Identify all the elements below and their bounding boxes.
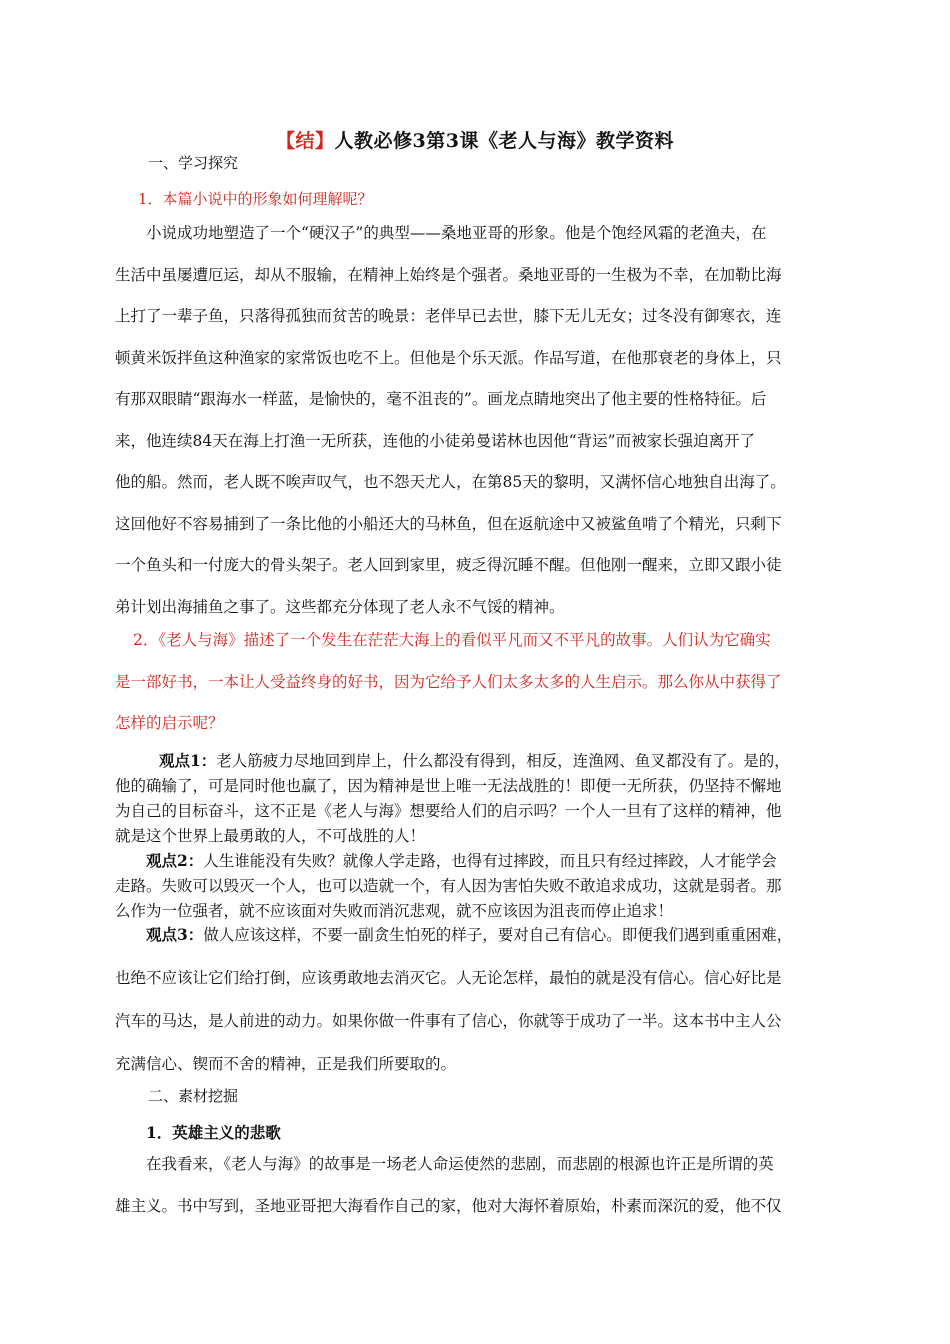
viewpoint-text: 就是这个世界上最勇敢的人，不可战胜的人！ <box>115 827 426 845</box>
viewpoint-label: 观点2： <box>146 851 204 870</box>
question-2 <box>115 620 850 745</box>
question-1: 1．本篇小说中的形象如何理解呢？ <box>138 190 373 208</box>
viewpoint-text: 汽车的马达，是人前进的动力。如果你做一件事有了信心，你就等于成功了一半。这本书中主人公 <box>115 1012 782 1030</box>
viewpoint-text: 他的确输了，可是同时他也赢了，因为精神是世上唯一无法战胜的！即便一无所获，仍坚持不懈地 <box>115 777 782 795</box>
answer-line: 有那双眼睛“跟海水一样蓝，是愉快的，毫不沮丧的”。画龙点睛地突出了他主要的性格特征。后 <box>115 390 767 408</box>
answer-line: 生活中虽屡遭厄运，却从不服输，在精神上始终是个强者。桑地亚哥的一生极为不幸，在加勒比海 <box>115 265 782 284</box>
viewpoint-text: 老人筋疲力尽地回到岸上，什么都没有得到，相反，连渔网、鱼叉都没有了。是的， <box>216 752 790 770</box>
question-2-line: 2．《老人与海》描述了一个发生在茫茫大海上的看似平凡而又不平凡的故事。人们认为它确实 <box>133 631 771 649</box>
answer-line: 上打了一辈子鱼，只落得孤独而贫苦的晚景：老伴早已去世，膝下无儿无女；过冬没有御寒衣，连 <box>115 307 782 325</box>
title-main: 人教必修3第3课《老人与海》教学资料 <box>334 130 674 152</box>
viewpoint-text: 人生谁能没有失败？就像人学走路，也得有过摔跤，而且只有经过摔跤，人才能学会 <box>203 852 777 870</box>
viewpoint-text: 走路。失败可以毁灭一个人，也可以造就一个，有人因为害怕失败不敢追求成功，这就是弱者。那 <box>115 877 782 895</box>
subsection-heading: 1．英雄主义的悲歌 <box>146 1123 281 1142</box>
viewpoint-label: 观点1： <box>159 751 217 770</box>
viewpoint-text: 也绝不应该让它们给打倒，应该勇敢地去消灭它。人无论怎样，最怕的就是没有信心。信心好比是 <box>115 969 782 987</box>
answer-line: 小说成功地塑造了一个“硬汉子”的典型——桑地亚哥的形象。他是个饱经风霜的老渔夫，在 <box>146 224 767 242</box>
subsection-body <box>115 1143 850 1227</box>
question-2-line: 怎样的启示呢？ <box>115 714 224 732</box>
answer-line: 顿黄米饭拌鱼这种渔家的家常饭也吃不上。但他是个乐天派。作品写道，在他那衰老的身体上，只 <box>115 348 782 367</box>
viewpoint-text: 充满信心、锲而不舍的精神，正是我们所要取的。 <box>115 1055 457 1073</box>
viewpoint-3 <box>115 913 850 1086</box>
question-1-answer <box>115 213 850 628</box>
title-bracket: 【结】 <box>276 130 335 152</box>
answer-line: 他的船。然而，老人既不唉声叹气，也不怨天尤人，在第85天的黎明，又满怀信心地独自出海了。 <box>115 473 786 491</box>
question-2-line: 是一部好书，一本让人受益终身的好书，因为它给予人们太多太多的人生启示。那么你从中获得了 <box>115 672 782 691</box>
viewpoint-1 <box>115 748 850 849</box>
section1-heading: 一、学习探究 <box>148 154 239 172</box>
answer-line: 一个鱼头和一付庞大的骨头架子。老人回到家里，疲乏得沉睡不醒。但他刚一醒来，立即又跟小徒 <box>115 556 782 574</box>
body-line: 雄主义。书中写到，圣地亚哥把大海看作自己的家，他对大海怀着原始，朴素而深沉的爱，他不仅 <box>115 1197 782 1215</box>
section2-heading: 二、素材挖掘 <box>148 1087 239 1105</box>
body-line: 在我看来，《老人与海》的故事是一场老人命运使然的悲剧，而悲剧的根源也许正是所谓的英 <box>146 1155 774 1173</box>
document-title <box>0 126 950 153</box>
viewpoint-text: 做人应该这样，不要一副贪生怕死的样子，要对自己有信心。即便我们遇到重重困难， <box>203 926 793 944</box>
answer-line: 来，他连续84天在海上打渔一无所获，连他的小徒弟曼诺林也因他“背运”而被家长强迫离开了 <box>115 431 756 450</box>
viewpoint-label: 观点3： <box>146 925 204 944</box>
viewpoint-text: 么作为一位强者，就不应该面对失败而消沉悲观，就不应该因为沮丧而停止追求！ <box>115 902 674 920</box>
answer-line: 弟计划出海捕鱼之事了。这些都充分体现了老人永不气馁的精神。 <box>115 597 565 616</box>
answer-line: 这回他好不容易捕到了一条比他的小船还大的马林鱼，但在返航途中又被鲨鱼啃了个精光，只剩下 <box>115 514 782 533</box>
viewpoint-text: 为自己的目标奋斗，这不正是《老人与海》想要给人们的启示吗？一个人一旦有了这样的精神，他 <box>115 802 782 820</box>
